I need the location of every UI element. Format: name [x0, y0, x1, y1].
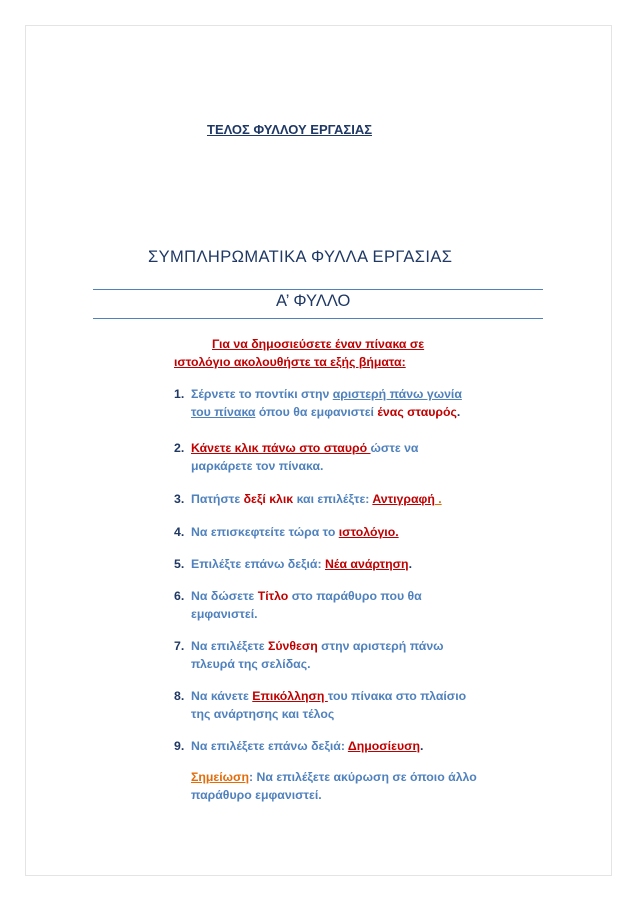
step-3: [174, 490, 549, 508]
end-of-worksheet-title: ΤΕΛΟΣ ΦΥΛΛΟΥ ΕΡΓΑΣΙΑΣ: [207, 122, 373, 137]
step-text: Σέρνετε το ποντίκι στην: [191, 387, 333, 401]
step-text: εμφανιστεί.: [191, 607, 258, 621]
step-text: .: [434, 492, 442, 506]
step-text: στο παράθυρο που θα: [288, 589, 422, 603]
step-text: πλευρά της σελίδας.: [191, 657, 311, 671]
note-text-line-2: παράθυρο εμφανιστεί.: [191, 788, 322, 802]
step-text: Να επισκεφτείτε τώρα το: [191, 525, 339, 539]
step-4: [174, 523, 549, 541]
step-text: του πίνακα στο πλαίσιο: [327, 689, 467, 703]
title-rule-top: [93, 289, 543, 290]
step-highlight: Αντιγραφή: [372, 492, 435, 506]
step-9: [174, 737, 549, 755]
step-highlight: Επικόλληση: [252, 689, 328, 703]
step-2: [174, 439, 549, 475]
note: [191, 768, 551, 804]
step-number: 8.: [174, 689, 185, 703]
step-number: 3.: [174, 492, 185, 506]
step-highlight: του πίνακα: [191, 405, 256, 419]
step-text: .: [456, 405, 461, 419]
intro-line-1: Για να δημοσιεύσετε έναν πίνακα σε: [212, 337, 425, 351]
intro-text: [174, 335, 534, 371]
step-highlight: Τίτλο: [257, 589, 289, 603]
step-text: της ανάρτησης και τέλος: [191, 707, 335, 721]
step-5: [174, 555, 549, 573]
note-label: Σημείωση: [191, 770, 249, 784]
intro-line-2: ιστολόγιο ακολουθήστε τα εξής βήματα:: [174, 355, 406, 369]
step-text: .: [408, 557, 412, 571]
step-text: Να δώσετε: [191, 589, 258, 603]
step-number: 1.: [174, 387, 185, 401]
step-highlight: ιστολόγιο.: [338, 525, 399, 539]
title-rule-bottom: [93, 318, 543, 319]
step-number: 2.: [174, 441, 185, 455]
step-8: [174, 687, 549, 723]
step-number: 5.: [174, 557, 185, 571]
step-highlight: ένας σταυρός: [377, 405, 457, 419]
step-highlight: δεξί κλικ: [243, 492, 294, 506]
step-text: και επιλέξτε:: [293, 492, 373, 506]
step-text: όπου θα εμφανιστεί: [255, 405, 378, 419]
step-highlight: Κάνετε κλικ πάνω στο σταυρό: [191, 441, 371, 455]
step-1: [174, 385, 549, 421]
step-text: Να επιλέξετε: [191, 639, 268, 653]
step-7: [174, 637, 549, 673]
step-highlight: Δημοσίευση: [347, 739, 421, 753]
step-highlight: Νέα ανάρτηση: [325, 557, 409, 571]
sheet-title: Α’ ΦΥΛΛΟ: [276, 292, 351, 310]
step-number: 4.: [174, 525, 185, 539]
step-text: στην αριστερή πάνω: [317, 639, 444, 653]
step-text: ώστε να: [370, 441, 419, 455]
note-text: : Να επιλέξετε ακύρωση σε όποιο άλλο: [248, 770, 477, 784]
step-text: .: [420, 739, 424, 753]
step-text: Επιλέξτε επάνω δεξιά:: [191, 557, 326, 571]
main-title: ΣΥΜΠΛΗΡΩΜΑΤΙΚΑ ΦΥΛΛΑ ΕΡΓΑΣΙΑΣ: [148, 248, 453, 266]
step-text: Πατήστε: [191, 492, 244, 506]
step-highlight: Σύνθεση: [267, 639, 318, 653]
step-number: 6.: [174, 589, 185, 603]
step-text: Να επιλέξετε επάνω δεξιά:: [191, 739, 348, 753]
step-number: 9.: [174, 739, 185, 753]
step-text: Να κάνετε: [191, 689, 253, 703]
step-6: [174, 587, 549, 623]
step-highlight: αριστερή πάνω γωνία: [332, 387, 462, 401]
step-text: μαρκάρετε τον πίνακα.: [191, 459, 324, 473]
step-number: 7.: [174, 639, 185, 653]
